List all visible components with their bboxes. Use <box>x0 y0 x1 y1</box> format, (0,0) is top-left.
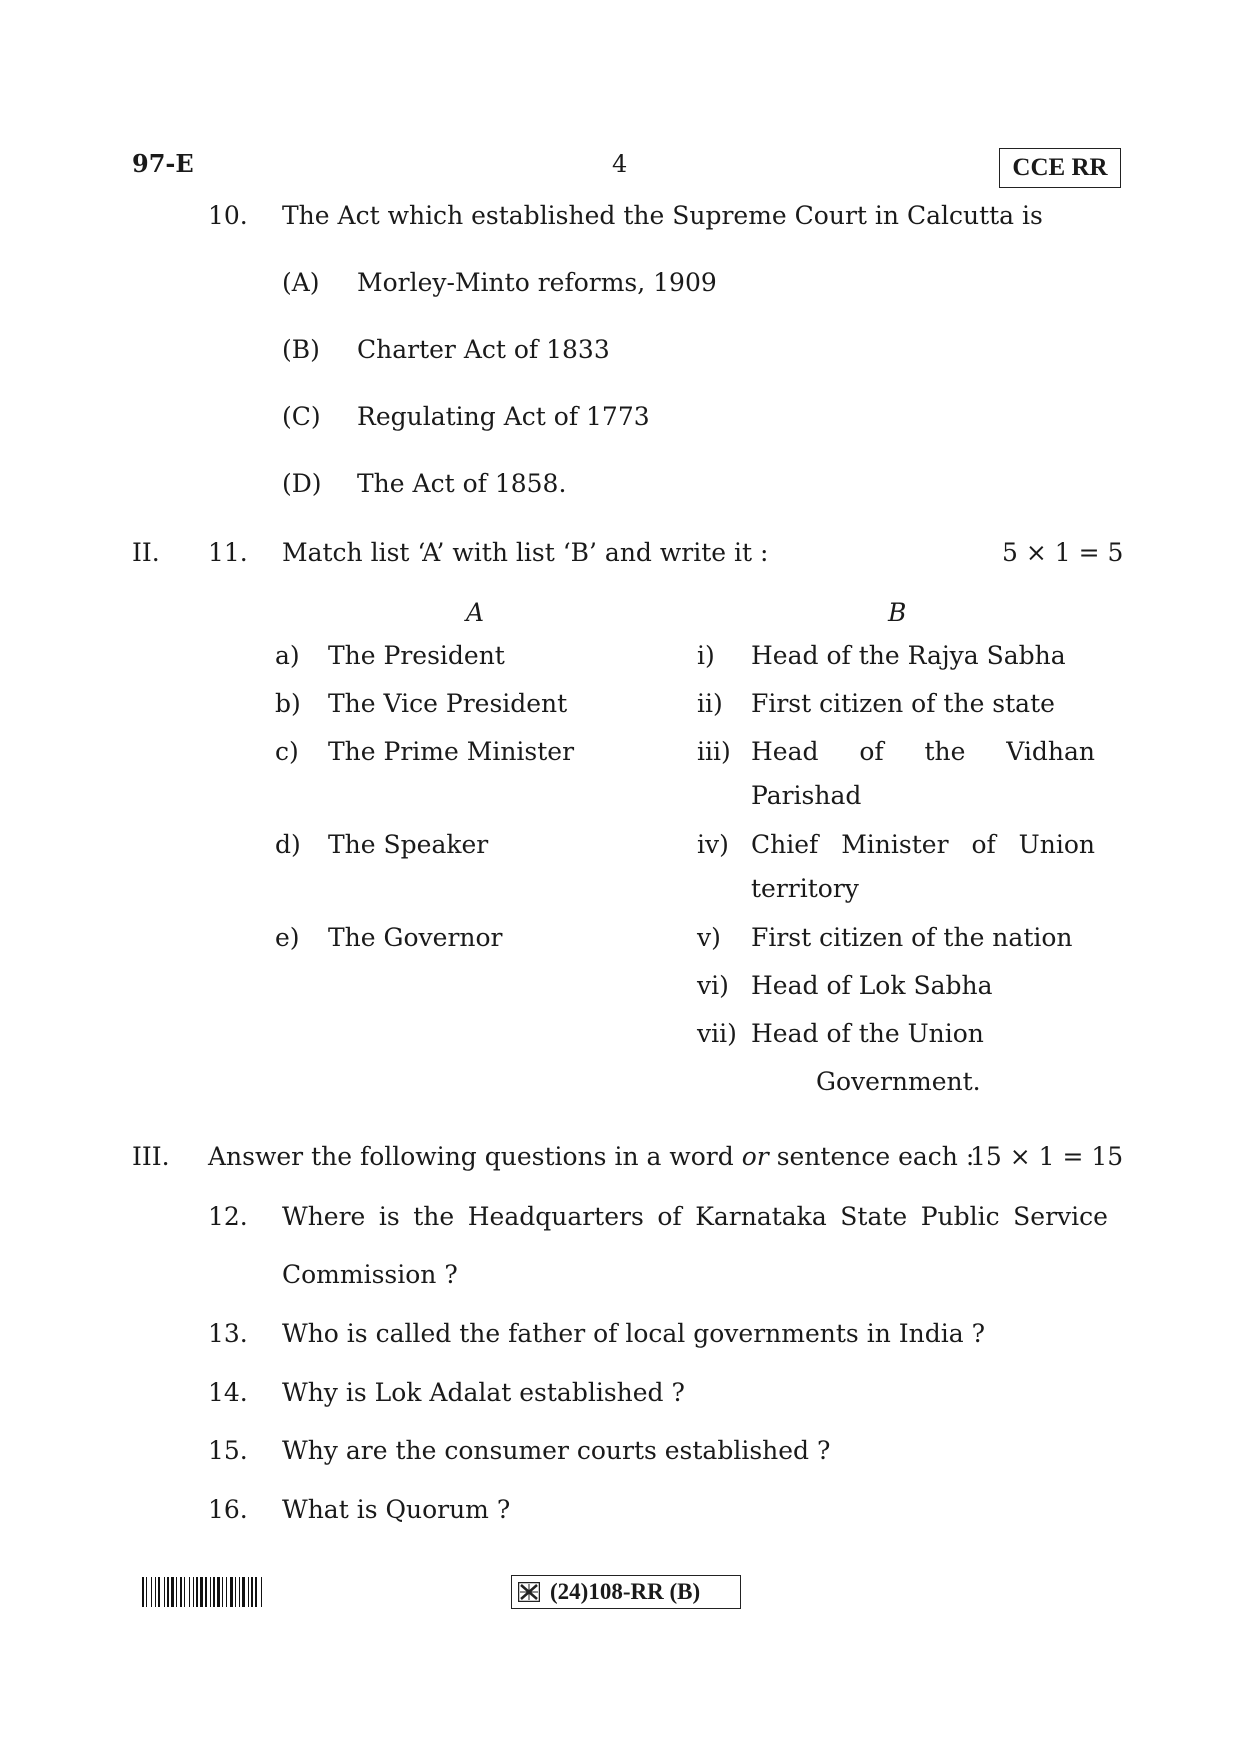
question-number: 15. <box>208 1436 248 1465</box>
list-b-label: v) <box>697 923 721 952</box>
barcode-bar <box>184 1577 185 1607</box>
section-3-instruction <box>208 1144 974 1169</box>
printer-mark-icon <box>518 1582 540 1602</box>
series-code: CCE RR <box>1012 154 1108 181</box>
list-a-item: The Governor <box>328 923 503 952</box>
word: Service <box>1013 1202 1108 1231</box>
barcode-bar <box>200 1577 203 1607</box>
word: Karnataka <box>695 1202 827 1231</box>
barcode-bar <box>210 1577 211 1607</box>
option-text: Charter Act of 1833 <box>357 335 610 364</box>
word: of <box>657 1202 682 1231</box>
instruction-or: or <box>741 1142 769 1171</box>
barcode-bar <box>217 1577 220 1607</box>
barcode-image <box>142 1577 392 1607</box>
barcode-bar <box>167 1577 169 1607</box>
question-text: Why are the consumer courts established ? <box>282 1436 831 1465</box>
word: of <box>859 737 884 766</box>
barcode-bar <box>180 1577 182 1607</box>
barcode-bar <box>226 1577 227 1607</box>
barcode-bar <box>242 1577 245 1607</box>
list-a-label: c) <box>275 737 299 766</box>
list-b-label: iii) <box>697 737 731 766</box>
list-b-label: vii) <box>697 1019 737 1048</box>
list-b-label: i) <box>697 641 715 670</box>
question-number: 13. <box>208 1319 248 1348</box>
list-b-item <box>751 739 1095 764</box>
word: Union <box>1018 830 1095 859</box>
question-number: 16. <box>208 1495 248 1524</box>
word: of <box>971 830 996 859</box>
barcode-bar <box>213 1577 215 1607</box>
word: Chief <box>751 830 819 859</box>
option-text: Morley-Minto reforms, 1909 <box>357 268 717 297</box>
question-10-text: The Act which established the Supreme Court in Calcutta is <box>282 201 1043 230</box>
barcode-bar <box>193 1577 194 1607</box>
barcode-bar <box>146 1577 147 1607</box>
barcode-bar <box>142 1577 144 1607</box>
barcode-bar <box>251 1577 253 1607</box>
word: Minister <box>841 830 949 859</box>
barcode-bar <box>176 1577 177 1607</box>
page-number: 4 <box>612 150 628 178</box>
word: Vidhan <box>1006 737 1095 766</box>
list-a-label: d) <box>275 830 301 859</box>
barcode-bar <box>158 1577 160 1607</box>
list-b-item: Head of the Rajya Sabha <box>751 641 1066 670</box>
footer-code: (24)108-RR (B) <box>550 1579 701 1604</box>
barcode-bar <box>196 1577 198 1607</box>
word: Head <box>751 737 819 766</box>
list-b-label: vi) <box>697 971 729 1000</box>
list-b-item-continuation: territory <box>751 874 859 903</box>
list-b-item: First citizen of the nation <box>751 923 1073 952</box>
barcode-bar <box>255 1577 257 1607</box>
word: State <box>840 1202 908 1231</box>
barcode-bar <box>239 1577 240 1607</box>
list-b-header: B <box>888 598 907 627</box>
option-text: Regulating Act of 1773 <box>357 402 650 431</box>
barcode-bar <box>205 1577 207 1607</box>
option-label: (D) <box>282 469 322 498</box>
question-text-continuation: Commission ? <box>282 1260 458 1289</box>
list-a-label: a) <box>275 641 300 670</box>
word: the <box>413 1202 455 1231</box>
word: Public <box>920 1202 1000 1231</box>
question-text: Who is called the father of local governments in India ? <box>282 1319 985 1348</box>
barcode-bar <box>189 1577 190 1607</box>
instruction-text: Answer the following questions in a word <box>208 1142 734 1171</box>
list-a-header: A <box>466 598 485 627</box>
list-b-item-continuation: Government. <box>816 1067 981 1096</box>
barcode-bar <box>151 1577 152 1607</box>
question-number: 12. <box>208 1202 248 1231</box>
series-code-box <box>999 148 1121 188</box>
word: Where <box>282 1202 366 1231</box>
question-11-text: Match list ‘A’ with list ‘B’ and write it : <box>282 538 769 567</box>
list-a-item: The Speaker <box>328 830 489 859</box>
barcode-bar <box>222 1577 223 1607</box>
instruction-text: sentence each : <box>776 1142 975 1171</box>
option-label: (B) <box>282 335 320 364</box>
barcode-bar <box>261 1577 262 1607</box>
list-a-item: The Vice President <box>328 689 568 718</box>
word: Headquarters <box>467 1202 644 1231</box>
question-text: Why is Lok Adalat established ? <box>282 1378 685 1407</box>
word: the <box>924 737 966 766</box>
barcode-bar <box>235 1577 236 1607</box>
section-2-roman: II. <box>132 538 160 567</box>
option-text: The Act of 1858. <box>357 469 567 498</box>
list-a-label: e) <box>275 923 300 952</box>
barcode-bar <box>155 1577 156 1607</box>
list-b-label: iv) <box>697 830 729 859</box>
question-number: 14. <box>208 1378 248 1407</box>
list-b-item: Head of Lok Sabha <box>751 971 993 1000</box>
list-a-item: The President <box>328 641 505 670</box>
barcode-bar <box>164 1577 165 1607</box>
option-label: (C) <box>282 402 321 431</box>
word: is <box>378 1202 400 1231</box>
section-3-roman: III. <box>132 1142 170 1171</box>
question-10-number: 10. <box>208 201 248 230</box>
list-b-item: Head of the Union <box>751 1019 984 1048</box>
list-b-item: First citizen of the state <box>751 689 1055 718</box>
question-text <box>282 1204 1108 1229</box>
barcode-bar <box>171 1577 174 1607</box>
barcode-bar <box>230 1577 233 1607</box>
question-11-number: 11. <box>208 538 248 567</box>
list-b-item-continuation: Parishad <box>751 781 862 810</box>
list-b-item <box>751 832 1095 857</box>
question-text: What is Quorum ? <box>282 1495 511 1524</box>
option-label: (A) <box>282 268 320 297</box>
list-b-label: ii) <box>697 689 723 718</box>
barcode-bar <box>248 1577 249 1607</box>
question-11-marks: 5 × 1 = 5 <box>1002 538 1124 567</box>
paper-code: 97-E <box>132 149 194 178</box>
list-a-label: b) <box>275 689 301 718</box>
footer-code-box <box>511 1575 741 1609</box>
section-3-marks: 15 × 1 = 15 <box>970 1142 1124 1171</box>
list-a-item: The Prime Minister <box>328 737 575 766</box>
